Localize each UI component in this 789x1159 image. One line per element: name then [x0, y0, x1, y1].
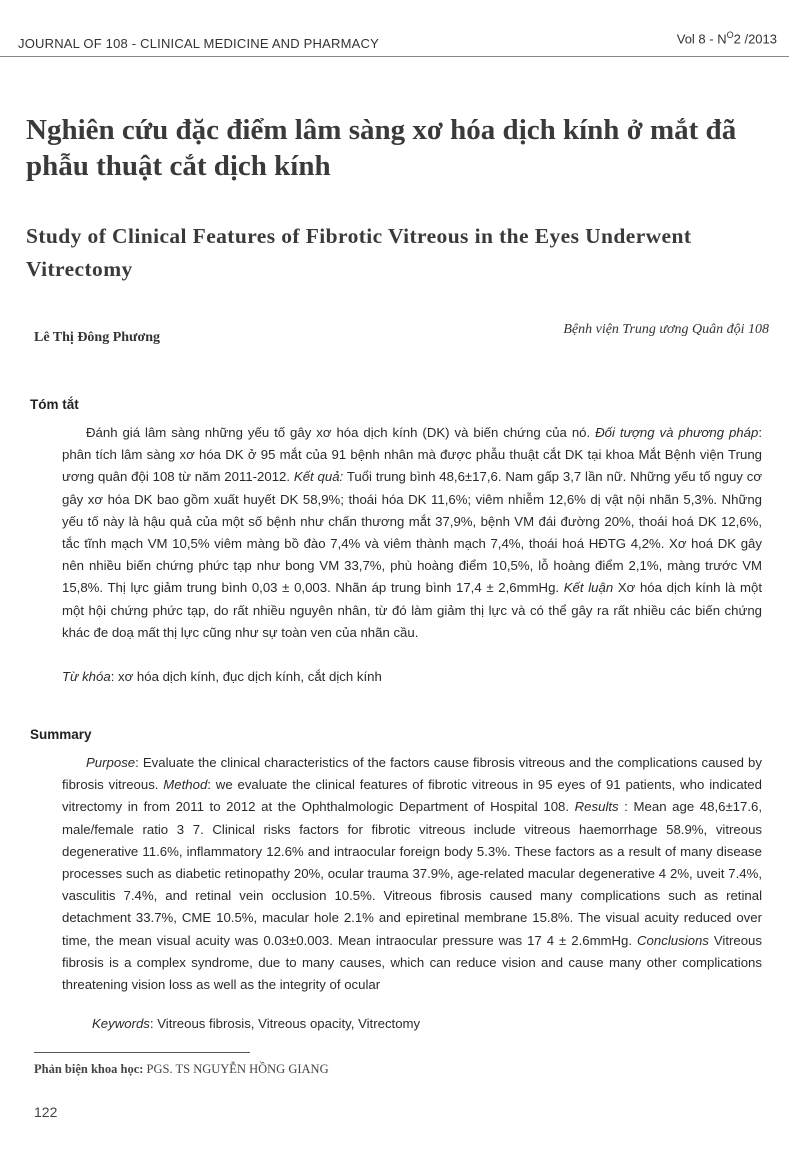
header-rule	[0, 56, 789, 57]
keywords-en-label: Keywords	[92, 1016, 150, 1031]
author-affiliation: Bệnh viện Trung ương Quân đội 108	[563, 322, 769, 337]
summary-results-label: Results	[574, 799, 619, 815]
abstract-vn-conclusion-label: Kết luận	[563, 580, 614, 596]
abstract-vn-heading: Tóm tắt	[30, 397, 79, 412]
volume-issue	[677, 30, 777, 46]
summary-heading: Summary	[30, 727, 92, 742]
keywords-en-text: : Vitreous fibrosis, Vitreous opacity, Vitrectomy	[149, 1016, 421, 1031]
abstract-vn-p1: Đánh giá lâm sàng những yếu tố gây xơ hóa dịch kính (DK) và biến chứng của nó.	[86, 425, 596, 440]
abstract-vn-body	[62, 422, 762, 644]
title-vietnamese: Nghiên cứu đặc điểm lâm sàng xơ hóa dịch kính ở mắt đã phẫu thuật cắt dịch kính	[26, 114, 737, 182]
author-name: Lê Thị Đông Phương	[34, 330, 160, 345]
summary-p4: Vitreous fibrosis is a complex syndrome, due to many causes, which can reduce vision and cause many other complications threatening vision loss as well as the integrity of ocular	[62, 932, 762, 993]
keywords-vn-label: Từ khóa	[62, 669, 111, 684]
footnote-rule	[34, 1052, 250, 1053]
keywords-vn-text: : xơ hóa dịch kính, đục dịch kính, cắt dịch kính	[110, 669, 382, 684]
volume-sup: O	[726, 30, 734, 40]
abstract-vn-p4: Xơ hóa dịch kính là một một hội chứng phức tạp, do rất nhiều nguyên nhân, từ đó làm giảm thị lực và có thể gây ra rất nhiều các biến chứng khác đe doạ mất thị lực cũng như sự toàn ven của nhãn cầu.	[62, 580, 762, 640]
reviewer-note	[34, 1062, 329, 1077]
reviewer-name: PGS. TS NGUYỄN HỒNG GIANG	[143, 1062, 329, 1076]
page-number: 122	[34, 1104, 58, 1120]
summary-p3: : Mean age 48,6±17.6, male/female ratio 3 7. Clinical risks factors for fibrotic vitreous include vitreous haemorrhage 58.9%, vitreous degenerative 11.6%, inflammatory 12.6% and intraocular foreign body 5.3%. These factors as a result of many disease processes such as diabetic retinopathy 20%, ocular trauma 37.9%, age-related macular degenerative 4 2%, uveit 7.4%, vasculitis 7.4%, and retinal vein occlusion 10.5%. Vitreous fibrosis caused many complications such as retinal detachment 33.7%, CME 10.5%, macular hole 2.1% and epiretinal membrane 15.8%. The visual acuity reduced over time, the mean visual acuity was 0.03±0.003. Mean intraocular pressure was 17 4 ± 2.6mmHg.	[62, 799, 763, 948]
summary-p2: : we evaluate the clinical features of fibrotic vitreous in 95 eyes of 91 patients, who indicated vitrectomy in from 2011 to 2012 at the Ophthalmologic Department of Hospital 108.	[62, 777, 762, 815]
keywords-en	[92, 1016, 420, 1031]
summary-p1: : Evaluate the clinical characteristics of the factors cause fibrosis vitreous and the complications caused by fibrosis vitreous.	[62, 755, 762, 793]
journal-name: JOURNAL OF 108 - CLINICAL MEDICINE AND PHARMACY	[18, 36, 379, 51]
summary-body	[62, 752, 762, 996]
abstract-vn-results-label: Kết quả:	[293, 469, 344, 485]
abstract-vn-p3: Tuổi trung bình 48,6±17,6. Nam gấp 3,7 lần nữ. Những yếu tố nguy cơ gây xơ hóa DK bao gồm xuất huyết DK 58,9%; thoái hóa DK 11,6%; viêm nhiễm 12,6% dị vật nội nhãn 5,3%. Những yếu tố này là hậu quả của một số bệnh như chấn thương mắt 37,9%, bệnh VM đái đường 20%, thoái hoá DK 12,6%, tắc tĩnh mạch VM 10,5% viêm màng bồ đào 7,4% và viêm thành mạch 7,4%, thoái hoá HĐTG 4,2%. Xơ hoá DK gây nên nhiều biến chứng phức tạp như bong VM 33,7%, phù hoàng điểm 10,5%, lỗ hoàng điểm 2,1%, màng trước VM 15,8%. Thị lực giảm trung bình 0,03 ± 0,003. Nhãn áp trung bình 17,4 ± 2,6mmHg.	[62, 469, 762, 596]
keywords-vn	[62, 669, 382, 684]
abstract-vn-method-label: Đối tượng và phương pháp	[595, 425, 759, 440]
summary-purpose-label: Purpose	[86, 755, 136, 770]
volume-suffix: 2 /2013	[733, 31, 777, 47]
summary-conclusion-label: Conclusions	[637, 932, 709, 948]
summary-method-label: Method	[163, 777, 208, 793]
abstract-vn-p2: : phân tích lâm sàng xơ hóa DK ở 95 mắt của 91 bệnh nhân mà được phẫu thuật cắt DK tại khoa Mắt Bệnh viện Trung ương quân đội 108 từ năm 2011-2012.	[62, 425, 762, 485]
page-header	[0, 30, 789, 60]
reviewer-label: Phản biện khoa học:	[34, 1062, 144, 1076]
volume-prefix: Vol 8 - N	[676, 31, 727, 47]
title-english: Study of Clinical Features of Fibrotic Vitreous in the Eyes Underwent Vitrectomy	[26, 224, 692, 281]
